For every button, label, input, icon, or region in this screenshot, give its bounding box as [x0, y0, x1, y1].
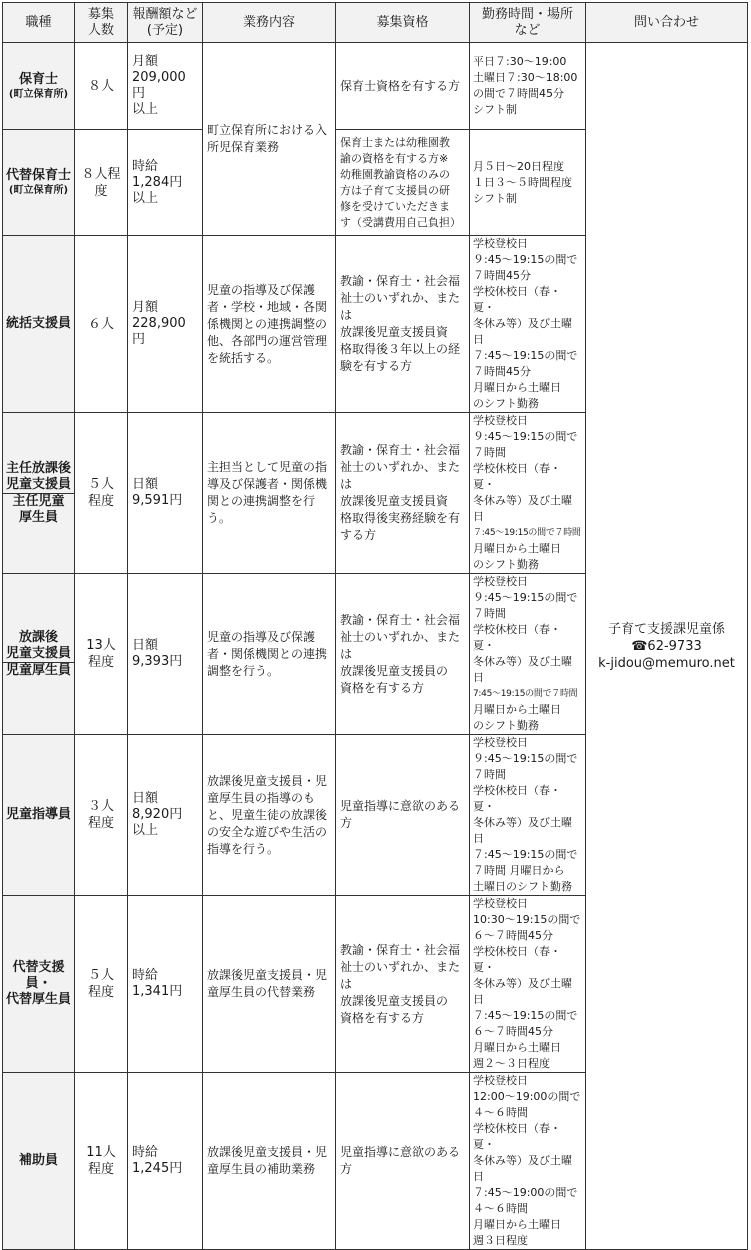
job-subtitle: (町立保育所)	[8, 88, 69, 100]
pay-cell: 日額 9,393円	[128, 574, 203, 735]
contact-email: k-jidou@memuro.net	[598, 655, 735, 671]
count-cell: 13人 程度	[75, 574, 128, 735]
duty-cell: 主担当として児童の指 導及び保護者・関係機 関との連携調整を行 う。	[203, 413, 336, 574]
qualification-cell: 児童指導に意欲のある 方	[336, 735, 470, 896]
job-title: 児童厚生員	[3, 662, 74, 679]
count-cell: 11人 程度	[75, 1073, 128, 1250]
hours-cell: 学校登校日 10:30～19:15の間で ６～７時間45分 学校休校日（春・夏・ 冬休み等）及び土曜日 ７:45～19:15の間で ６～７時間45分 月曜日から土曜日 週２～３日程度	[470, 896, 586, 1073]
job-title: 主任児童 厚生員	[3, 493, 74, 526]
qualification-cell: 教諭・保育士・社会福 祉士のいずれか、または 放課後児童支援員の 資格を有する方	[336, 574, 470, 735]
header-hours: 勤務時間・場所 など	[470, 3, 586, 43]
hours-cell	[470, 574, 586, 735]
duty-cell: 児童の指導及び保護 者・関係機関との連携 調整を行う。	[203, 574, 336, 735]
duty-cell: 児童の指導及び保護 者・学校・地域・各関 係機関との連携調整の 他、各部門の運営管理 を統括する。	[203, 236, 336, 413]
count-cell: ５人 程度	[75, 896, 128, 1073]
pay-cell: 時給 1,341円	[128, 896, 203, 1073]
hours-text: 月曜日から土曜日 のシフト勤務	[473, 703, 561, 732]
hours-text: 学校登校日 ９:45～19:15の間で ７時間 学校休校日（春・夏・ 冬休み等）及び土曜日	[473, 414, 578, 523]
pay-cell: 時給 1,284円 以上	[128, 130, 203, 236]
duty-cell: 放課後児童支援員・児 童厚生員の代替業務	[203, 896, 336, 1073]
header-duty: 業務内容	[203, 3, 336, 43]
hours-cell: 月５日～20日程度 １日３～５時間程度 シフト制	[470, 130, 586, 236]
count-cell: ５人 程度	[75, 413, 128, 574]
header-contact: 問い合わせ	[586, 3, 748, 43]
hours-text: 月曜日から土曜日 のシフト勤務	[473, 542, 561, 571]
contact-cell	[586, 43, 748, 1250]
pay-cell: 日額 8,920円 以上	[128, 735, 203, 896]
pay-cell: 日額 9,591円	[128, 413, 203, 574]
qualification-cell: 保育士資格を有する方	[336, 43, 470, 130]
job-title-cell	[3, 43, 75, 130]
hours-cell: 平日７:30～19:00 土曜日７:30～18:00 の間で７時間45分 シフト制	[470, 43, 586, 130]
job-title: 保育士	[18, 71, 58, 87]
count-cell: ８人程 度	[75, 130, 128, 236]
contact-department: 子育て支援課児童係	[607, 621, 725, 637]
header-count: 募集 人数	[75, 3, 128, 43]
job-title-cell	[3, 574, 75, 735]
hours-cell: 学校登校日 12:00～19:00の間で ４～６時間 学校休校日（春・夏・ 冬休み等）及び土曜日 ７:45～19:00の間で ４～６時間 月曜日から土曜日 週３日程度	[470, 1073, 586, 1250]
job-title-cell: 児童指導員	[3, 735, 75, 896]
qualification-cell: 児童指導に意欲のある 方	[336, 1073, 470, 1250]
job-title-cell	[3, 130, 75, 236]
job-title-cell: 代替支援員・ 代替厚生員	[3, 896, 75, 1073]
header-qualification: 募集資格	[336, 3, 470, 43]
header-pay: 報酬額など (予定)	[128, 3, 203, 43]
header-job: 職種	[3, 3, 75, 43]
table-row	[3, 43, 748, 130]
job-title-cell	[3, 413, 75, 574]
hours-text: ７:45～19:15の間で７時間	[473, 528, 581, 538]
header-row	[3, 3, 748, 43]
duty-cell: 放課後児童支援員・児 童厚生員の指導のも と、児童生徒の放課後 の安全な遊びや生活の 指導を行う。	[203, 735, 336, 896]
job-title: 代替保育士	[5, 168, 71, 183]
recruitment-table	[2, 2, 748, 1250]
count-cell: ３人 程度	[75, 735, 128, 896]
shared-duty-cell: 町立保育所における入 所児保育業務	[203, 43, 336, 236]
job-subtitle: (町立保育所)	[8, 185, 69, 196]
hours-text: 7:45～19:15の間で７時間	[473, 689, 578, 699]
hours-cell: 学校登校日 ９:45～19:15の間で ７時間45分 学校休校日（春・夏・ 冬休み等）及び土曜日 ７:45～19:15の間で ７時間45分 月曜日から土曜日 のシフト勤務	[470, 236, 586, 413]
hours-cell	[470, 413, 586, 574]
qualification-cell: 教諭・保育士・社会福 祉士のいずれか、または 放課後児童支援員資 格取得後３年以上の経 験を有する方	[336, 236, 470, 413]
qualification-cell: 教諭・保育士・社会福 祉士のいずれか、または 放課後児童支援員の 資格を有する方	[336, 896, 470, 1073]
pay-cell: 月額 228,900円	[128, 236, 203, 413]
contact-phone: ☎62-9733	[631, 638, 702, 654]
job-title-cell: 統括支援員	[3, 236, 75, 413]
count-cell: ６人	[75, 236, 128, 413]
job-title: 放課後 児童支援員	[5, 629, 71, 661]
qualification-cell: 教諭・保育士・社会福 祉士のいずれか、または 放課後児童支援員資 格取得後実務経験を有 する方	[336, 413, 470, 574]
pay-cell: 時給 1,245円	[128, 1073, 203, 1250]
job-title: 主任放課後 児童支援員	[5, 460, 71, 492]
pay-cell: 月額 209,000円 以上	[128, 43, 203, 130]
hours-cell: 学校登校日 ９:45～19:15の間で ７時間 学校休校日（春・夏・ 冬休み等）及び土曜日 ７:45～19:15の間で ７時間 月曜日から 土曜日のシフト勤務	[470, 735, 586, 896]
job-title-cell: 補助員	[3, 1073, 75, 1250]
count-cell: ８人	[75, 43, 128, 130]
qualification-cell: 保育士または幼稚園教 諭の資格を有する方※ 幼稚園教諭資格のみの 方は子育て支援員の研 修を受けていただきま す（受講費用自己負担）	[336, 130, 470, 236]
duty-cell: 放課後児童支援員・児 童厚生員の補助業務	[203, 1073, 336, 1250]
hours-text: 学校登校日 ９:45～19:15の間で ７時間 学校休校日（春・夏・ 冬休み等）及び土曜日	[473, 575, 578, 684]
